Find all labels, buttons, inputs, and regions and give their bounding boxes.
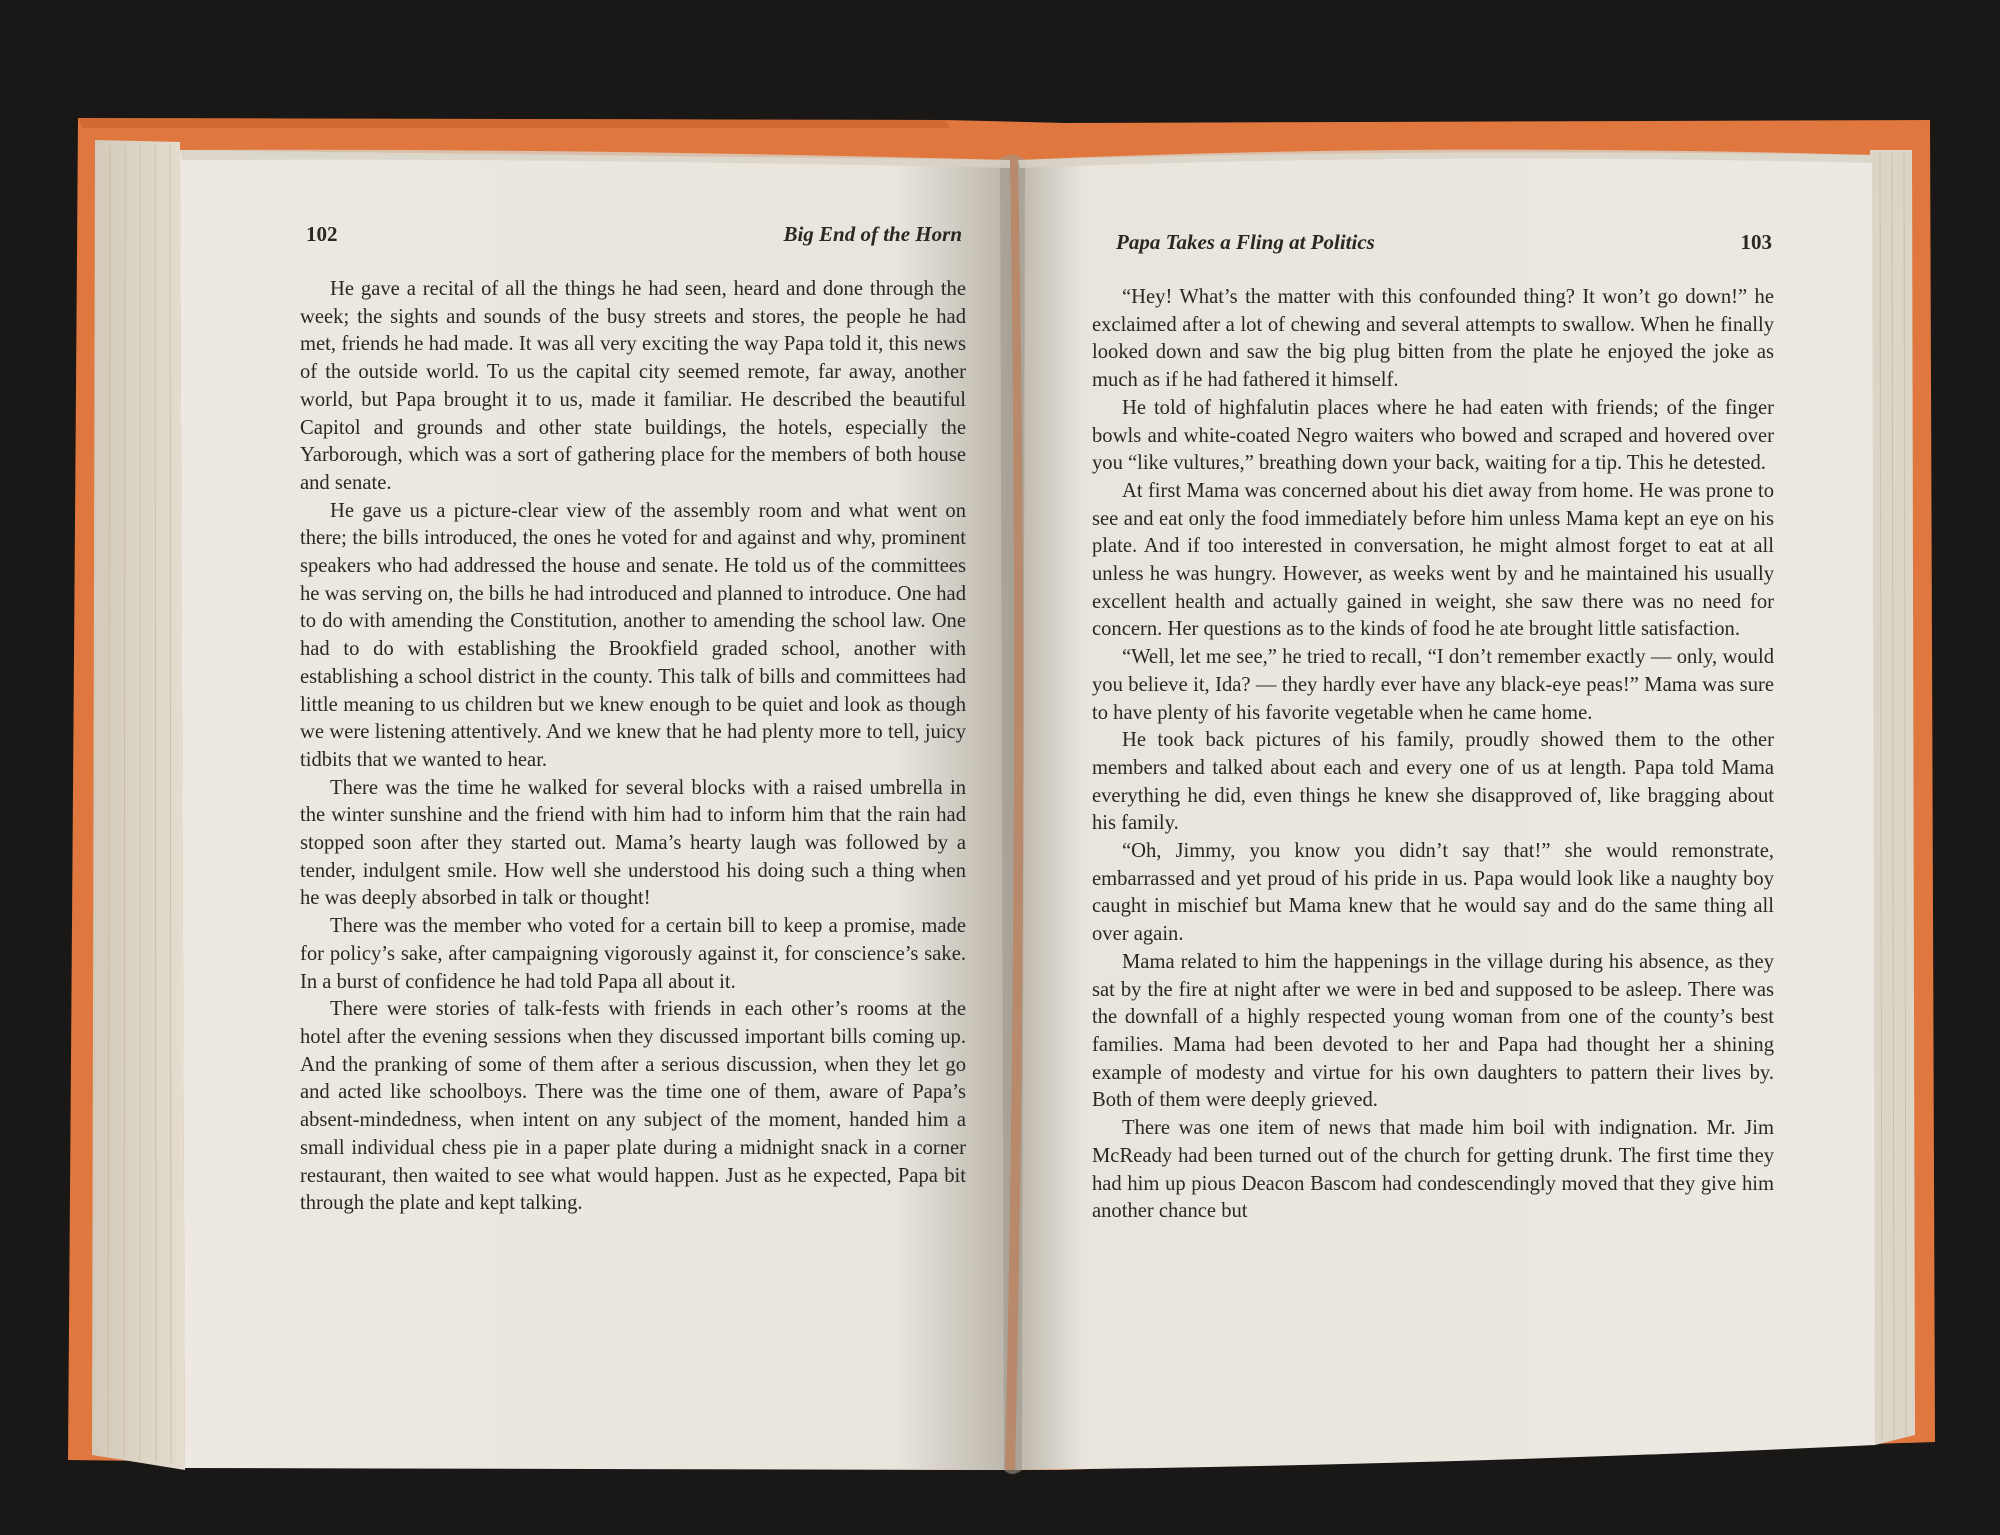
paragraph: He gave a recital of all the things he had seen, heard and done through the week; the sights and sounds of the busy streets and stores, the people he had met, friends he had made. It was all very exciting the way Papa told it, this news of the outside world. To us the capital city seemed remote, far away, another world, but Papa brought it to us, made it familiar. He described the beautiful Capitol and grounds and other state buildings, the hotels, especially the Yarborough, which was a sort of gathering place for the members of both house and senate.	[300, 278, 966, 494]
paragraph: Mama related to him the happenings in the village during his absence, as they sat by the fire at night after we were in bed and supposed to be asleep. There was the downfall of a highly respected young woman from one of the county’s best families. Mama had been devoted to her and Papa had thought her a shining example of modesty and virtue for his own daughters to pattern their lives by. Both of them were deeply grieved.	[1092, 950, 1774, 1112]
paragraph: He told of highfalutin places where he had eaten with friends; of the finger bowls and white-coated Negro waiters who bowed and scraped and hovered over you “like vultures,” breathing down your back, waiting for a tip. This he detested.	[1092, 396, 1774, 475]
running-header	[300, 222, 966, 256]
paragraph: There was the member who voted for a certain bill to keep a promise, made for policy’s sake, after campaigning vigorously against it, for conscience’s sake. In a burst of confidence he had told Papa all about it.	[300, 915, 966, 993]
page-number: 103	[1740, 230, 1772, 254]
paragraph: He gave us a picture-clear view of the assembly room and what went on there; the bills introduced, the ones he voted for and against and why, prominent speakers who had addressed the house and senate. He told us of the committees he was serving on, the bills he had introduced and planned to introduce. One had to do with amending the Constitution, another to amending the school law. One had to do with establishing the Brookfield graded school, another with establishing a school district in the county. This talk of bills and committees had little meaning to us children but we knew enough to be quiet and look as though we were listening attentively. And we knew that he had plenty more to tell, juicy tidbits that we wanted to hear.	[300, 499, 966, 771]
paragraph: “Oh, Jimmy, you know you didn’t say that!” she would remonstrate, embarrassed and yet proud of his pride in us. Papa would look like a naughty boy caught in mischief but Mama knew that he would say and do the same thing all over again.	[1092, 840, 1774, 946]
running-title: Big End of the Horn	[783, 222, 962, 246]
page-103	[1092, 230, 1774, 1226]
running-header	[1092, 230, 1774, 264]
paragraph: There was the time he walked for several blocks with a raised umbrella in the winter sunshine and the friend with him had to inform him that the rain had stopped soon after they started out. Mama’s hearty laugh was followed by a tender, indulgent smile. How well she understood his doing such a thing when he was deeply absorbed in talk or thought!	[300, 776, 966, 910]
paragraph: “Hey! What’s the matter with this confounded thing? It won’t go down!” he exclaimed after a lot of chewing and several attempts to swallow. When he finally looked down and saw the big plug bitten from the plate he enjoyed the joke as much as if he had fathered it himself.	[1092, 286, 1774, 392]
paragraph: At first Mama was concerned about his diet away from home. He was prone to see and eat only the food immediately before him unless Mama kept an eye on his plate. And if too interested in conversation, he might almost forget to eat at all unless he was hungry. However, as weeks went by and he maintained his usually excellent health and actually gained in weight, she saw there was no need for concern. Her questions as to the kinds of food he ate brought little satisfaction.	[1092, 479, 1774, 641]
paragraph: There was one item of news that made him boil with indignation. Mr. Jim McReady had been turned out of the church for getting drunk. The first time they had him up pious Deacon Bascom had condescendingly moved that they give him another chance but	[1092, 1117, 1774, 1223]
running-title: Papa Takes a Fling at Politics	[1116, 230, 1375, 254]
page-102	[300, 222, 966, 1218]
paragraph: He took back pictures of his family, proudly showed them to the other members and talked about each and every one of us at length. Papa told Mama everything he did, even things he knew she disapproved of, like bragging about his family.	[1092, 729, 1774, 835]
page-number: 102	[306, 222, 338, 246]
paragraph: “Well, let me see,” he tried to recall, “I don’t remember exactly — only, would you believe it, Ida? — they hardly ever have any black-eye peas!” Mama was sure to have plenty of his favorite vegetable when he came home.	[1092, 646, 1774, 724]
gutter-shadow	[1000, 154, 1025, 1474]
paragraph: There were stories of talk-fests with friends in each other’s rooms at the hotel after the evening sessions when they discussed important bills coming up. And the pranking of some of them after a serious discussion, when they let go and acted like schoolboys. There was the time one of them, aware of Papa’s absent-mindedness, when intent on any subject of the moment, handed him a small individual chess pie in a paper plate during a midnight snack in a corner restaurant, then waited to see what would happen. Just as he expected, Papa bit through the plate and kept talking.	[300, 998, 966, 1215]
